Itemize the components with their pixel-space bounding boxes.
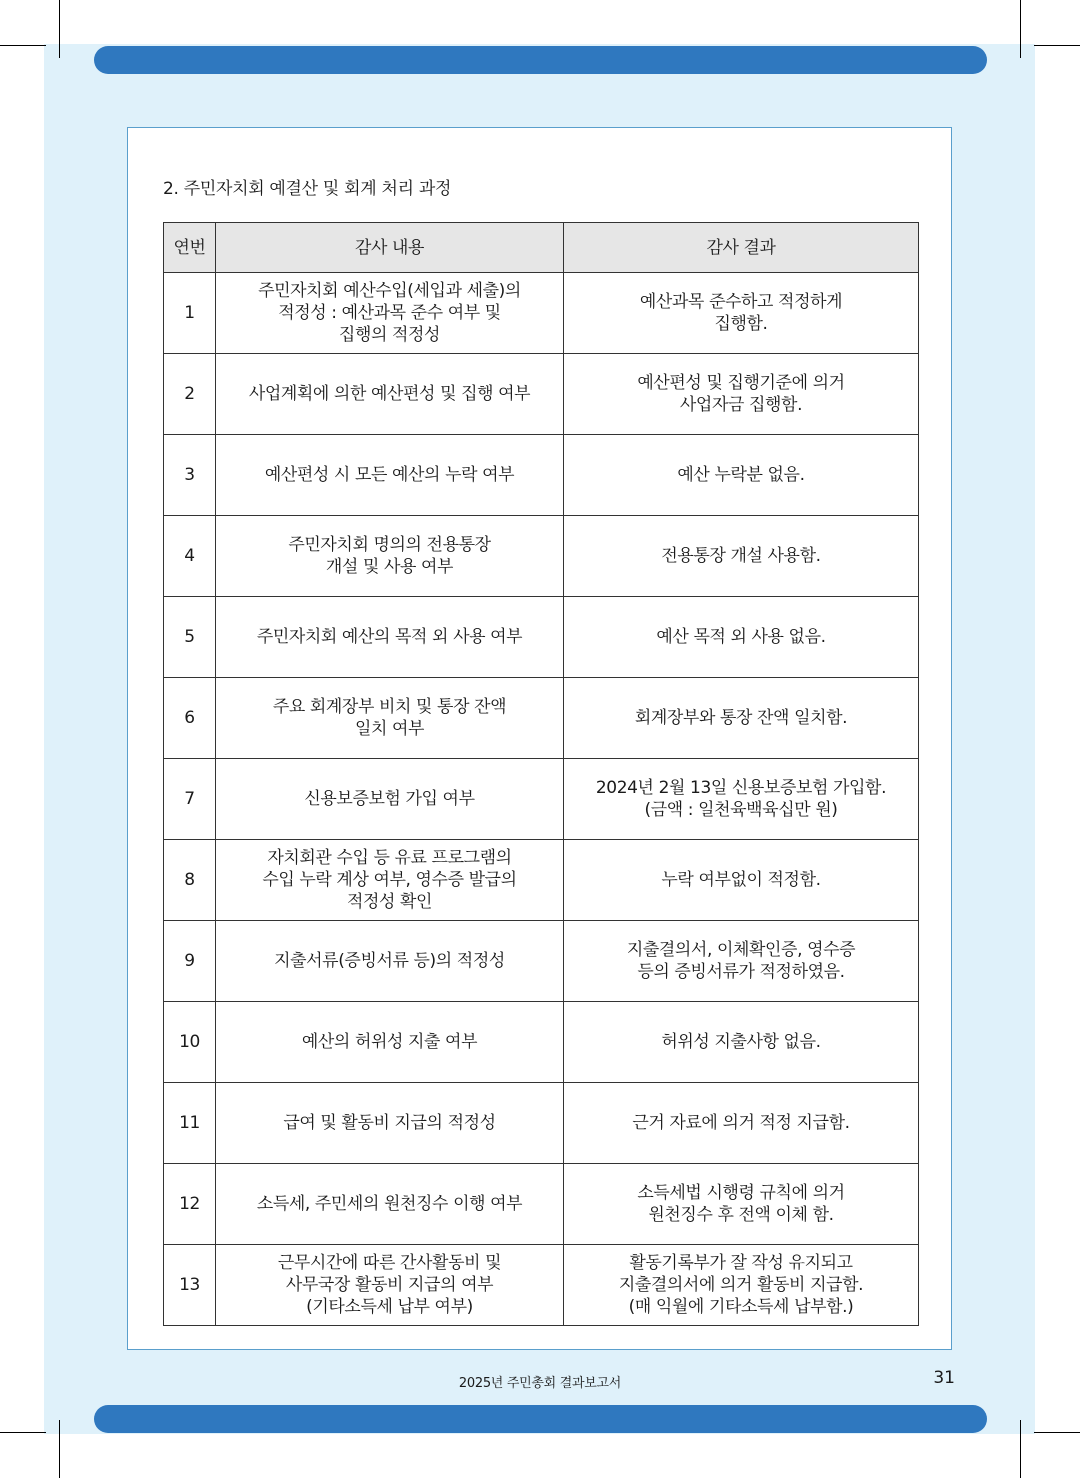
row-content: 급여 및 활동비 지급의 적정성 bbox=[216, 1083, 564, 1164]
table-row bbox=[164, 516, 919, 597]
table-row bbox=[164, 435, 919, 516]
table-row bbox=[164, 759, 919, 840]
table-header-row bbox=[164, 223, 919, 273]
footer-report-title: 2025년 주민총회 결과보고서 bbox=[458, 1376, 622, 1391]
table-row bbox=[164, 840, 919, 921]
table-row bbox=[164, 1083, 919, 1164]
row-result: 소득세법 시행령 규칙에 의거 원천징수 후 전액 이체 함. bbox=[564, 1164, 919, 1245]
table-row bbox=[164, 354, 919, 435]
section-title: 2. 주민자치회 예결산 및 회계 처리 과정 bbox=[163, 179, 452, 199]
row-content: 예산편성 시 모든 예산의 누락 여부 bbox=[216, 435, 564, 516]
row-no: 7 bbox=[164, 759, 216, 840]
header-result: 감사 결과 bbox=[564, 223, 919, 273]
row-content: 주민자치회 명의의 전용통장 개설 및 사용 여부 bbox=[216, 516, 564, 597]
row-no: 12 bbox=[164, 1164, 216, 1245]
table-row bbox=[164, 921, 919, 1002]
row-no: 9 bbox=[164, 921, 216, 1002]
row-no: 3 bbox=[164, 435, 216, 516]
row-result: 근거 자료에 의거 적정 지급함. bbox=[564, 1083, 919, 1164]
row-result: 지출결의서, 이체확인증, 영수증 등의 증빙서류가 적정하였음. bbox=[564, 921, 919, 1002]
crop-mark bbox=[59, 1420, 60, 1478]
row-no: 11 bbox=[164, 1083, 216, 1164]
row-no: 1 bbox=[164, 273, 216, 354]
row-content: 주민자치회 예산의 목적 외 사용 여부 bbox=[216, 597, 564, 678]
row-result: 누락 여부없이 적정함. bbox=[564, 840, 919, 921]
crop-mark bbox=[1034, 45, 1080, 46]
crop-mark bbox=[0, 1432, 46, 1433]
row-result: 2024년 2월 13일 신용보증보험 가입함. (금액 : 일천육백육십만 원) bbox=[564, 759, 919, 840]
header-no: 연번 bbox=[164, 223, 216, 273]
row-no: 10 bbox=[164, 1002, 216, 1083]
row-content: 소득세, 주민세의 원천징수 이행 여부 bbox=[216, 1164, 564, 1245]
row-no: 2 bbox=[164, 354, 216, 435]
row-no: 4 bbox=[164, 516, 216, 597]
row-result: 예산편성 및 집행기준에 의거 사업자금 집행함. bbox=[564, 354, 919, 435]
row-content: 지출서류(증빙서류 등)의 적정성 bbox=[216, 921, 564, 1002]
row-no: 5 bbox=[164, 597, 216, 678]
table-row bbox=[164, 1164, 919, 1245]
row-no: 8 bbox=[164, 840, 216, 921]
table-row bbox=[164, 273, 919, 354]
table-row bbox=[164, 678, 919, 759]
row-content: 신용보증보험 가입 여부 bbox=[216, 759, 564, 840]
audit-table bbox=[163, 222, 919, 1326]
row-result: 회계장부와 통장 잔액 일치함. bbox=[564, 678, 919, 759]
crop-mark bbox=[1020, 1420, 1021, 1478]
table-row bbox=[164, 597, 919, 678]
row-no: 6 bbox=[164, 678, 216, 759]
table-row bbox=[164, 1002, 919, 1083]
top-accent-bar bbox=[94, 46, 987, 74]
row-content: 예산의 허위성 지출 여부 bbox=[216, 1002, 564, 1083]
row-result: 예산 목적 외 사용 없음. bbox=[564, 597, 919, 678]
table-row bbox=[164, 1245, 919, 1326]
row-result: 예산 누락분 없음. bbox=[564, 435, 919, 516]
bottom-accent-bar bbox=[94, 1405, 987, 1433]
row-content: 사업계획에 의한 예산편성 및 집행 여부 bbox=[216, 354, 564, 435]
row-no: 13 bbox=[164, 1245, 216, 1326]
page-number: 31 bbox=[933, 1368, 955, 1388]
crop-mark bbox=[0, 45, 46, 46]
row-result: 활동기록부가 잘 작성 유지되고 지출결의서에 의거 활동비 지급함. (매 익월에 기타소득세 납부함.) bbox=[564, 1245, 919, 1326]
row-result: 허위성 지출사항 없음. bbox=[564, 1002, 919, 1083]
row-content: 주요 회계장부 비치 및 통장 잔액 일치 여부 bbox=[216, 678, 564, 759]
row-result: 예산과목 준수하고 적정하게 집행함. bbox=[564, 273, 919, 354]
row-result: 전용통장 개설 사용함. bbox=[564, 516, 919, 597]
row-content: 근무시간에 따른 간사활동비 및 사무국장 활동비 지급의 여부 (기타소득세 납부 여부) bbox=[216, 1245, 564, 1326]
header-content: 감사 내용 bbox=[216, 223, 564, 273]
row-content: 자치회관 수입 등 유료 프로그램의 수입 누락 계상 여부, 영수증 발급의 적정성 확인 bbox=[216, 840, 564, 921]
row-content: 주민자치회 예산수입(세입과 세출)의 적정성 : 예산과목 준수 여부 및 집행의 적정성 bbox=[216, 273, 564, 354]
crop-mark bbox=[1020, 0, 1021, 58]
crop-mark bbox=[59, 0, 60, 58]
crop-mark bbox=[1034, 1432, 1080, 1433]
